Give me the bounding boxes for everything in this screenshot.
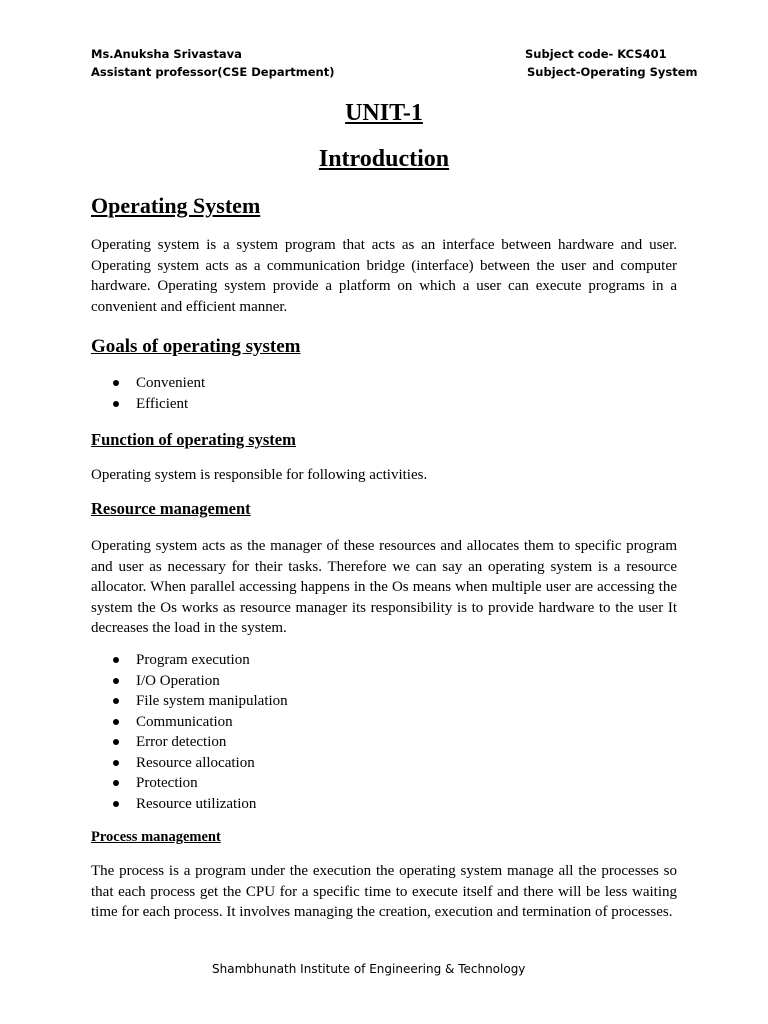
list-item: I/O Operation xyxy=(91,671,288,692)
list-item: Resource allocation xyxy=(91,753,288,774)
section-heading-functions: Function of operating system xyxy=(91,430,296,449)
section-heading-goals: Goals of operating system xyxy=(91,336,301,357)
goals-list xyxy=(91,373,205,414)
resource-management-list xyxy=(91,650,288,814)
list-item: Efficient xyxy=(91,394,205,415)
bullet-icon xyxy=(113,739,119,745)
list-item: Communication xyxy=(91,712,288,733)
author-designation: Assistant professor(CSE Department) xyxy=(91,64,335,79)
header-author-block xyxy=(91,46,334,81)
unit-title: UNIT-1 xyxy=(345,100,423,126)
chapter-title: Introduction xyxy=(318,146,450,172)
paragraph-process-management: The process is a program under the execution the operating system manage all the processes so that each process get the CPU for a specific time to execute itself and there will be less waiting time for each process. It involves managing the creation, execution and termination of processes. xyxy=(91,863,677,920)
section-heading-operating-system: Operating System xyxy=(91,193,261,218)
header-subject-block xyxy=(525,46,698,81)
bullet-icon xyxy=(113,780,119,786)
list-item: File system manipulation xyxy=(91,691,288,712)
bullet-icon xyxy=(113,760,119,766)
bullet-icon xyxy=(113,801,119,807)
bullet-icon xyxy=(113,678,119,684)
list-item: Protection xyxy=(91,773,288,794)
bullet-icon xyxy=(113,657,119,663)
list-item: Error detection xyxy=(91,732,288,753)
list-item: Convenient xyxy=(91,373,205,394)
section-heading-resource-management: Resource management xyxy=(91,499,251,518)
author-name: Ms.Anuksha Srivastava xyxy=(91,47,242,61)
page-footer: Shambhunath Institute of Engineering & Technology xyxy=(212,962,526,976)
section-heading-process-management: Process management xyxy=(91,829,221,845)
bullet-icon xyxy=(113,698,119,704)
list-item: Program execution xyxy=(91,650,288,671)
paragraph-operating-system: Operating system is a system program that acts as an interface between hardware and user. Operating system acts as a communication bridge (interface) between the user and computer hardware. Operating system provide a platform on which a user can execute programs in a convenient and efficient manner. xyxy=(91,237,677,315)
subject-name: Subject-Operating System xyxy=(527,64,698,79)
list-item: Resource utilization xyxy=(91,794,288,815)
bullet-icon xyxy=(113,401,119,407)
bullet-icon xyxy=(113,380,119,386)
bullet-icon xyxy=(113,719,119,725)
paragraph-resource-management: Operating system acts as the manager of these resources and allocates them to specific program and user as necessary for their tasks. Therefore we can say an operating system is a resource allocator. When parallel accessing happens in the Os means when multiple user are accessing the system the Os works as resource manager its responsibility is to provide hardware to the user It decreases the load in the system. xyxy=(91,538,677,636)
paragraph-functions: Operating system is responsible for following activities. xyxy=(91,467,428,483)
subject-code: Subject code- KCS401 xyxy=(525,47,667,61)
